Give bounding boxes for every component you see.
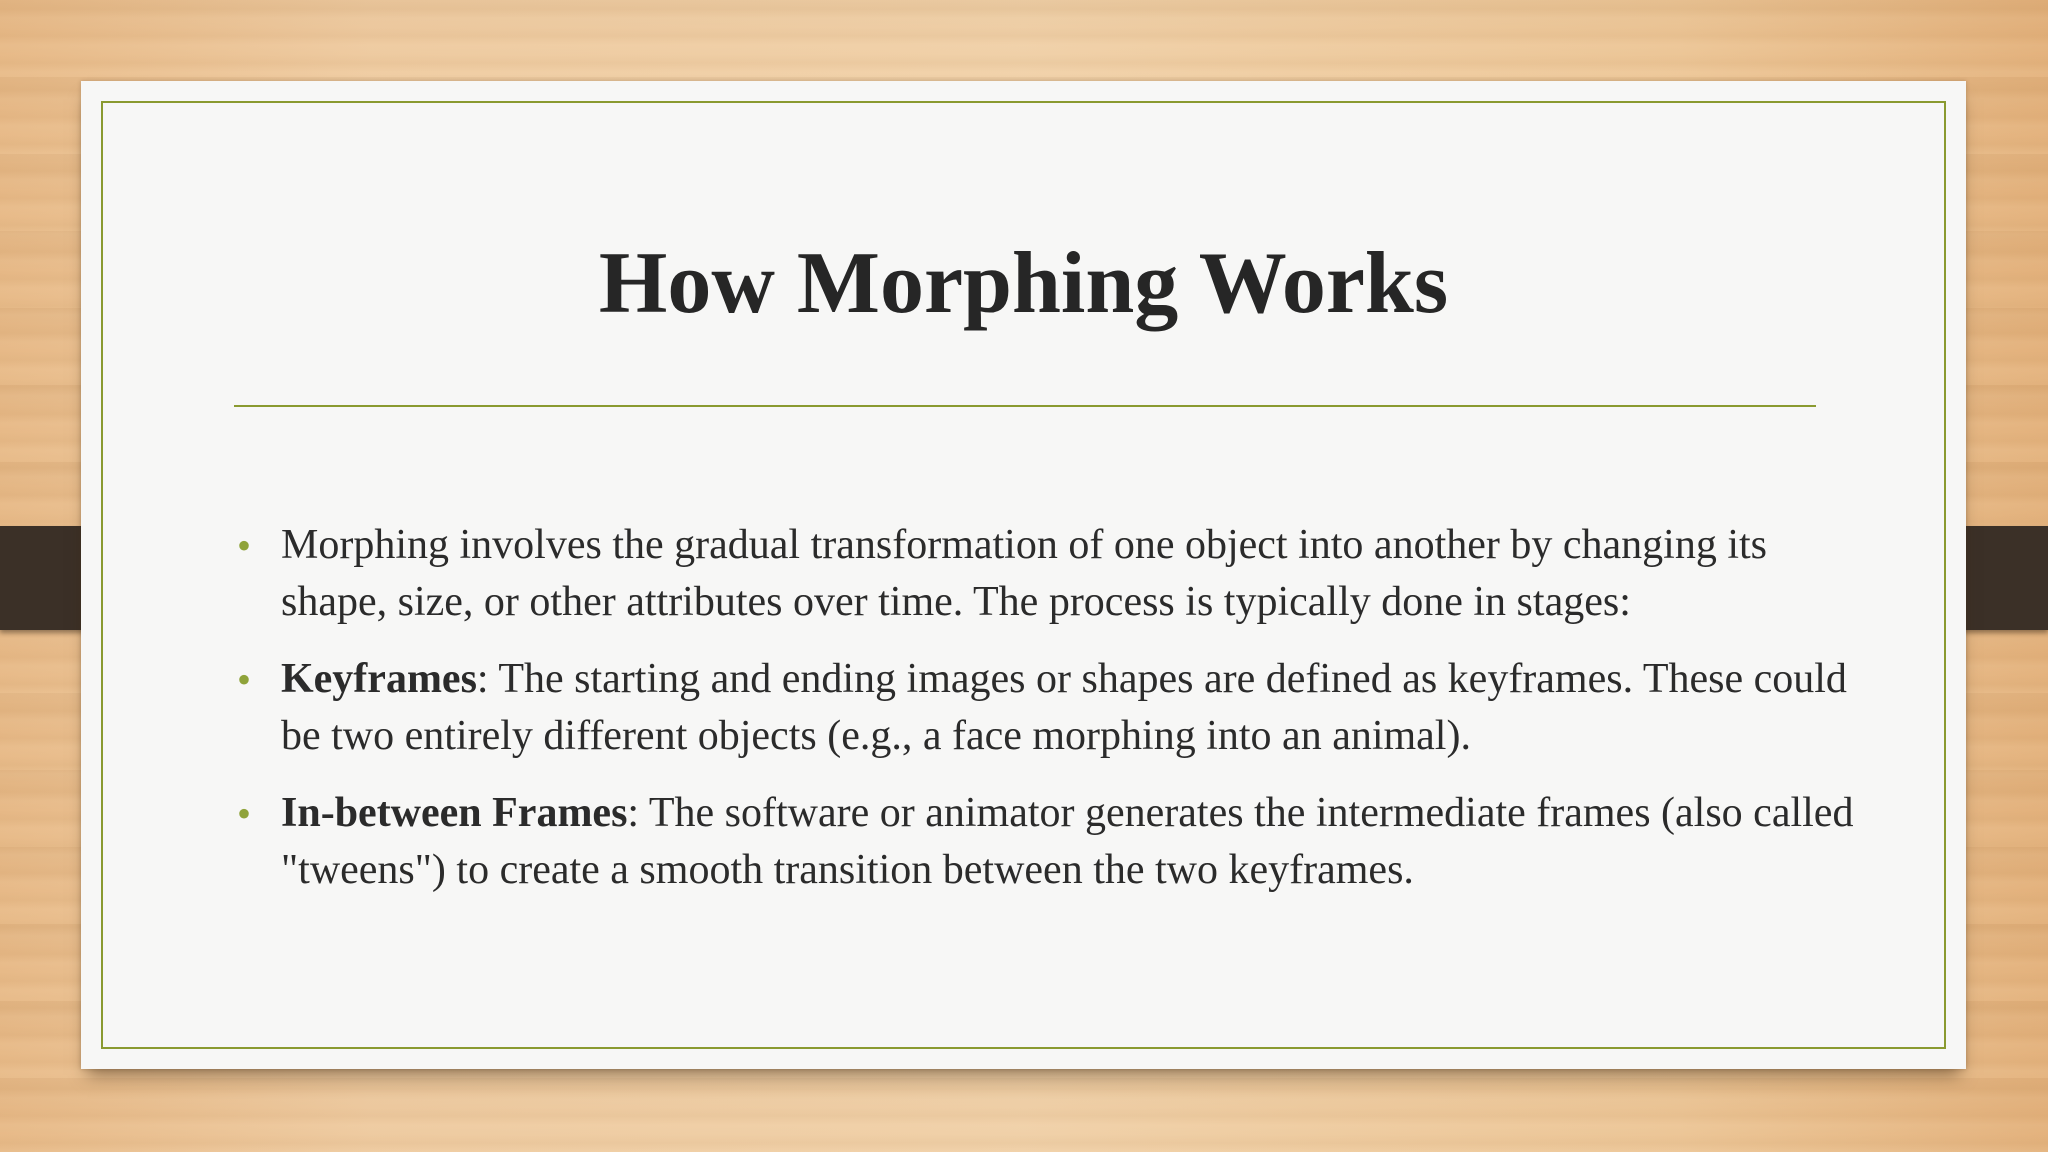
slide-card [81, 81, 1966, 1069]
bullet-item-inbetween-frames [237, 785, 1881, 899]
bullet-marker: • [237, 791, 252, 836]
bullet-text: : The software or animator generates the intermediate frames (also called "tweens") to create a smooth transition between the two keyframes. [281, 790, 1854, 893]
title-divider [234, 405, 1816, 407]
bullet-list [237, 517, 1881, 919]
bullet-term: In-between Frames [281, 790, 628, 836]
bullet-marker: • [237, 523, 252, 568]
bullet-marker: • [237, 657, 252, 702]
bullet-item-intro [237, 517, 1881, 631]
slide-title: How Morphing Works [598, 235, 1449, 332]
bullet-term: Keyframes [281, 656, 477, 702]
bullet-item-keyframes [237, 651, 1881, 765]
bullet-text: : The starting and ending images or shapes are defined as keyframes. These could be two entirely different objects (e.g., a face morphing into an animal). [281, 656, 1847, 759]
bullet-text: Morphing involves the gradual transformation of one object into another by changing its shape, size, or other attributes over time. The process is typically done in stages: [281, 522, 1767, 625]
